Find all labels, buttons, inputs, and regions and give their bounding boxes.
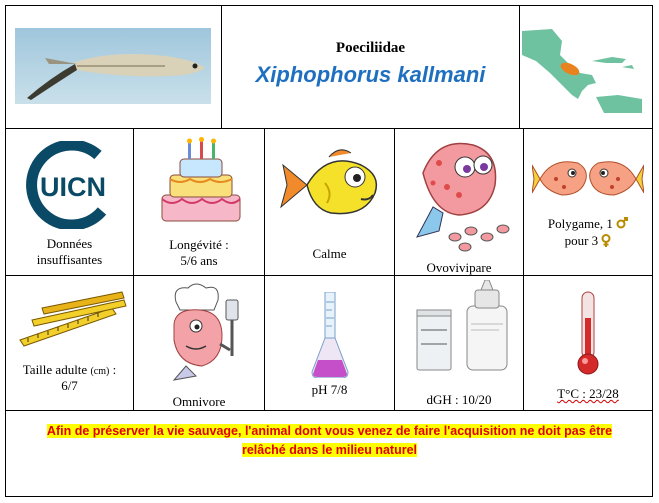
- reproduction-label: Ovovivipare: [426, 260, 492, 275]
- longevity-cell: [134, 129, 265, 276]
- mating-cell: [524, 129, 652, 276]
- calm-fish-icon: [277, 143, 383, 227]
- reproduction-cell: [395, 129, 524, 276]
- kissing-fish-icon: [532, 149, 644, 209]
- gh-test-kit-icon: [415, 280, 511, 372]
- status-cell: [6, 129, 134, 276]
- title-cell: [222, 6, 520, 129]
- mating-line1: [524, 216, 652, 232]
- longevity-value: 5/6 ans: [180, 253, 218, 268]
- warning-line1: Afin de préserver la vie sauvage, l'animal dont vous venez de faire l'acquisition ne doit pas être: [46, 424, 613, 438]
- fish-photo-cell: [6, 6, 222, 129]
- size-unit: (cm): [90, 366, 110, 377]
- male-symbol-icon: [616, 217, 628, 229]
- size-cell: [6, 276, 134, 411]
- uicn-logo: [18, 141, 122, 229]
- ph-cell: [265, 276, 395, 411]
- hardness-label: dGH : 10/20: [426, 392, 492, 407]
- mating-line2: [524, 233, 652, 249]
- mating-label-mid: pour 3: [564, 233, 599, 248]
- species-name: Xiphophorus kallmani: [255, 62, 486, 87]
- folding-ruler-icon: [12, 290, 128, 350]
- uicn-logo-text: UICN: [40, 172, 106, 202]
- temperature-label: [524, 386, 652, 402]
- female-symbol-icon: [601, 234, 611, 247]
- mating-label-pre: Polygame, 1: [547, 216, 613, 231]
- range-map: [522, 21, 642, 113]
- diet-cell: [134, 276, 265, 411]
- longevity-label: Longévité :: [169, 237, 229, 252]
- temperature-text: T°C : 23/28: [557, 386, 619, 401]
- diet-label: Omnivore: [172, 394, 226, 409]
- chef-fish-icon: [156, 280, 248, 384]
- status-label: Données insuffisantes: [36, 236, 103, 267]
- warning-text: [0, 422, 659, 460]
- birthday-cake-icon: [156, 137, 246, 229]
- thermometer-icon: [572, 290, 604, 376]
- hardness-cell: [395, 276, 524, 411]
- temperament-cell: [265, 129, 395, 276]
- fish-photo: [15, 28, 211, 104]
- map-cell: [520, 6, 652, 129]
- ph-flask-icon: [310, 292, 350, 378]
- size-label: Taille adulte: [22, 362, 88, 377]
- size-colon: :: [112, 362, 117, 377]
- size-value: 6/7: [61, 378, 78, 393]
- ph-label: pH 7/8: [311, 382, 348, 397]
- temperature-cell: [524, 276, 652, 411]
- temperament-label: Calme: [312, 246, 347, 261]
- livebearer-fish-icon: [403, 133, 515, 253]
- warning-line2: relâché dans le milieu naturel: [241, 443, 418, 457]
- family-name: Poeciliidae: [335, 40, 406, 56]
